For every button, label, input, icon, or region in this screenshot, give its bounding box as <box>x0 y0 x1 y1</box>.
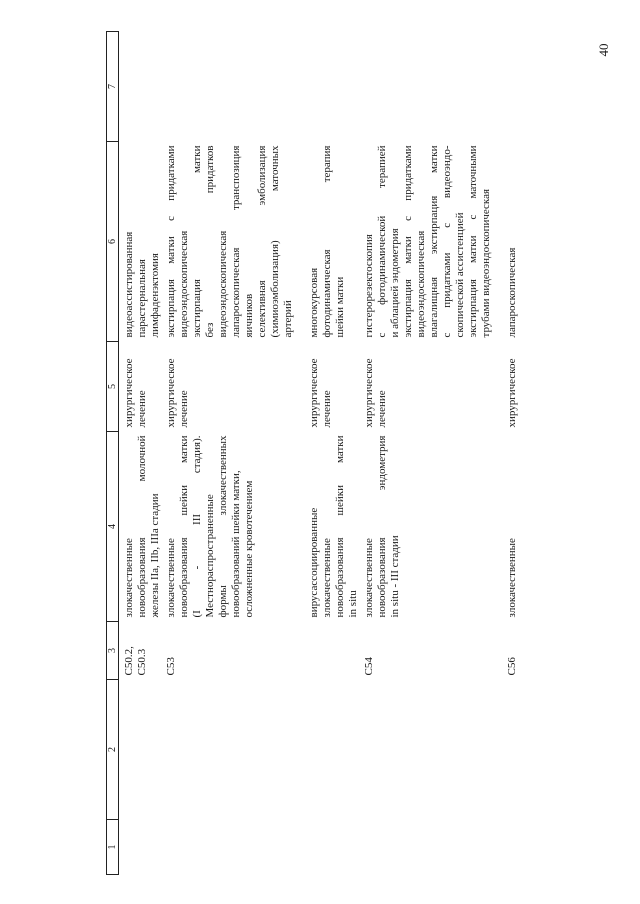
table-row <box>494 32 520 875</box>
icd-codes: C56 <box>506 657 518 676</box>
cell-col7 <box>296 32 361 142</box>
diagnosis-line: железы IIa, IIb, IIIa стадии <box>149 493 161 618</box>
icd-codes: C54 <box>363 657 375 676</box>
method-line: (химиоэмболизация) маточных <box>269 145 281 338</box>
table-row <box>119 32 164 875</box>
treatment-type <box>163 342 296 432</box>
method-line: артерий <box>282 300 294 338</box>
diagnosis-line: вирусассоциированные <box>308 507 320 618</box>
method-line: фотодинамическая терапия <box>321 145 333 338</box>
method-line: яичников <box>243 293 255 338</box>
diagnosis-line: (I - III стадия). <box>191 435 203 618</box>
method-line: парастернальная <box>136 259 148 338</box>
method-line: видеоэндоскопическая <box>415 230 427 338</box>
diagnosis <box>494 432 520 622</box>
icd-codes: C50.2, C50.3 <box>123 646 148 676</box>
method-line: с придатками с видеоэндо- <box>441 145 453 338</box>
method-line: видеоассистированная <box>123 231 135 338</box>
treatment-line: хирургическое лечение <box>308 358 333 428</box>
diagnosis-line: злокачественные <box>165 538 177 618</box>
method-line: лапароскопическая <box>506 247 518 338</box>
method-line: экстирпация матки с придатками <box>402 145 414 338</box>
diagnosis-line: злокачественные <box>506 538 518 618</box>
treatment-type <box>361 342 494 432</box>
rotated-table-container <box>106 32 616 875</box>
diagnosis <box>119 432 164 622</box>
diagnosis-line: злокачественные <box>363 538 375 618</box>
cell-col2 <box>163 680 296 820</box>
method-line: лапароскопическая транспозиция <box>230 145 242 338</box>
treatment-methods <box>494 142 520 342</box>
treatment-line: хирургическое лечение <box>363 358 388 428</box>
cell-col1 <box>494 820 520 875</box>
table-header-row <box>107 32 119 875</box>
diagnosis-line: in situ - III стадии <box>389 535 401 618</box>
cell-col1 <box>163 820 296 875</box>
cell-col7 <box>494 32 520 142</box>
method-line: гистерорезектоскопия <box>363 234 375 338</box>
method-line: экстирпация матки <box>191 145 203 338</box>
header-cell: 2 <box>107 680 119 820</box>
header-cell: 3 <box>107 622 119 680</box>
method-line: и аблацией эндометрия <box>389 228 401 338</box>
method-line: влагалищная экстирпация матки <box>428 145 440 338</box>
treatment-type <box>296 342 361 432</box>
cell-col2 <box>119 680 164 820</box>
diagnosis-line: новообразования шейки матки <box>334 435 346 618</box>
icd-codes: C53 <box>165 657 177 676</box>
treatment-methods <box>119 142 164 342</box>
header-cell: 6 <box>107 142 119 342</box>
method-line: с фотодинамической терапией <box>376 145 388 338</box>
table-row <box>163 32 296 875</box>
diagnosis-line: злокачественные <box>123 538 135 618</box>
icd-codes <box>296 622 361 680</box>
cell-col7 <box>119 32 164 142</box>
table-row <box>361 32 494 875</box>
diagnosis-line: новообразования шейки матки <box>178 435 190 618</box>
diagnosis-line: in situ <box>347 590 359 618</box>
cell-col2 <box>296 680 361 820</box>
method-line: экстирпация матки с маточными <box>467 145 479 338</box>
cell-col1 <box>296 820 361 875</box>
method-line: без придатков <box>204 145 216 338</box>
treatment-type <box>494 342 520 432</box>
treatment-type <box>119 342 164 432</box>
diagnosis-line: Местнораспространенные <box>204 494 216 618</box>
diagnosis <box>163 432 296 622</box>
method-line: селективная эмболизация <box>256 145 268 338</box>
header-cell: 7 <box>107 32 119 142</box>
method-line: лимфаденэктомия <box>149 253 161 338</box>
cell-col1 <box>119 820 164 875</box>
diagnosis-line: новообразования эндометрия <box>376 435 388 618</box>
diagnosis-line: осложненные кровотечением <box>243 480 255 618</box>
diagnosis-line: формы злокачественных <box>217 435 229 618</box>
diagnosis-line: новообразования молочной <box>136 435 148 618</box>
diagnosis <box>361 432 494 622</box>
cell-col7 <box>361 32 494 142</box>
treatment-methods <box>163 142 296 342</box>
cell-col2 <box>494 680 520 820</box>
treatment-line: хирургическое лечение <box>165 358 190 428</box>
method-line: многокурсовая <box>308 267 320 338</box>
method-line: трубами видеоэндоскопическая <box>480 188 492 338</box>
diagnosis-line: злокачественные <box>321 538 333 618</box>
diagnosis-line: новообразований шейки матки, <box>230 470 242 618</box>
cell-col7 <box>163 32 296 142</box>
cell-col1 <box>361 820 494 875</box>
treatment-methods <box>296 142 361 342</box>
table-row <box>296 32 361 875</box>
treatment-line: хирургическое <box>506 358 518 428</box>
header-cell: 5 <box>107 342 119 432</box>
header-cell: 1 <box>107 820 119 875</box>
method-line: шейки матки <box>334 276 346 338</box>
method-line: скопической ассистенцией <box>454 212 466 338</box>
medical-care-table <box>106 31 520 875</box>
treatment-methods <box>361 142 494 342</box>
treatment-line: хирургическое лечение <box>123 358 148 428</box>
method-line: видеоэндоскопическая <box>217 230 229 338</box>
diagnosis <box>296 432 361 622</box>
method-line: видеоэндоскопическая <box>178 230 190 338</box>
page-number: 40 <box>596 43 611 57</box>
method-line: экстирпация матки с придатками <box>165 145 177 338</box>
cell-col2 <box>361 680 494 820</box>
header-cell: 4 <box>107 432 119 622</box>
